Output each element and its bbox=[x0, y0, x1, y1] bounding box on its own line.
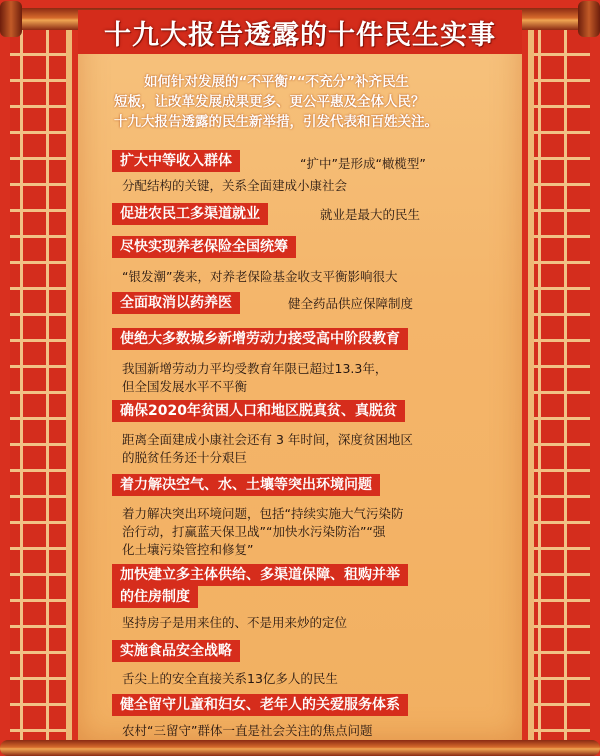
item-heading: 尽快实现养老保险全国统筹 bbox=[112, 236, 296, 258]
item-heading: 的住房制度 bbox=[112, 586, 198, 608]
item-desc: “银发潮”袭来，对养老保险基金收支平衡影响很大 bbox=[122, 269, 398, 284]
item-desc: 着力解决突出环境问题，包括“持续实施大气污染防 bbox=[122, 506, 404, 521]
item-desc: 坚持房子是用来住的、不是用来炒的定位 bbox=[122, 615, 348, 630]
intro-line: 如何针对发展的“不平衡”“不充分”补齐民生 bbox=[144, 74, 409, 90]
item-desc: 舌尖上的安全直接关系13亿多人的民生 bbox=[122, 671, 338, 686]
item-heading: 加快建立多主体供给、多渠道保障、租购并举 bbox=[112, 564, 408, 586]
item-desc: 化土壤污染管控和修复” bbox=[122, 542, 254, 557]
item-heading: 促进农民工多渠道就业 bbox=[112, 203, 268, 225]
bottom-scroll-rod bbox=[0, 740, 600, 756]
left-meander-border bbox=[10, 24, 72, 742]
item-heading: 确保2020年贫困人口和地区脱真贫、真脱贫 bbox=[112, 400, 405, 422]
item-desc: “扩中”是形成“橄榄型” bbox=[300, 156, 426, 171]
item-heading: 扩大中等收入群体 bbox=[112, 150, 240, 172]
item-desc: 就业是最大的民生 bbox=[320, 207, 421, 222]
item-heading: 全面取消以药养医 bbox=[112, 292, 240, 314]
item-desc: 但全国发展水平不平衡 bbox=[122, 379, 248, 394]
item-heading: 健全留守儿童和妇女、老年人的关爱服务体系 bbox=[112, 694, 408, 716]
intro-line: 十九大报告透露的民生新举措，引发代表和百姓关注。 bbox=[114, 114, 438, 130]
item-desc: 健全药品供应保障制度 bbox=[288, 296, 414, 311]
page-title: 十九大报告透露的十件民生实事 bbox=[104, 19, 496, 51]
intro-line: 短板，让改革发展成果更多、更公平惠及全体人民？ bbox=[114, 94, 425, 110]
item-desc: 农村“三留守”群体一直是社会关注的焦点问题 bbox=[122, 723, 373, 738]
item-heading: 着力解决空气、水、土壤等突出环境问题 bbox=[112, 474, 380, 496]
right-meander-border bbox=[528, 24, 590, 742]
item-desc: 分配结构的关键，关系全面建成小康社会 bbox=[122, 178, 348, 193]
intro-text bbox=[96, 72, 516, 132]
item-desc: 的脱贫任务还十分艰巨 bbox=[122, 450, 248, 465]
item-heading: 实施食品安全战略 bbox=[112, 640, 240, 662]
item-heading: 使绝大多数城乡新增劳动力接受高中阶段教育 bbox=[112, 328, 408, 350]
item-desc: 治行动，打赢蓝天保卫战”“加快水污染防治”“强 bbox=[122, 524, 386, 539]
item-desc: 我国新增劳动力平均受教育年限已超过13.3年， bbox=[122, 361, 388, 376]
item-desc: 距离全面建成小康社会还有 3 年时间，深度贫困地区 bbox=[122, 432, 413, 447]
title-band bbox=[78, 10, 522, 54]
